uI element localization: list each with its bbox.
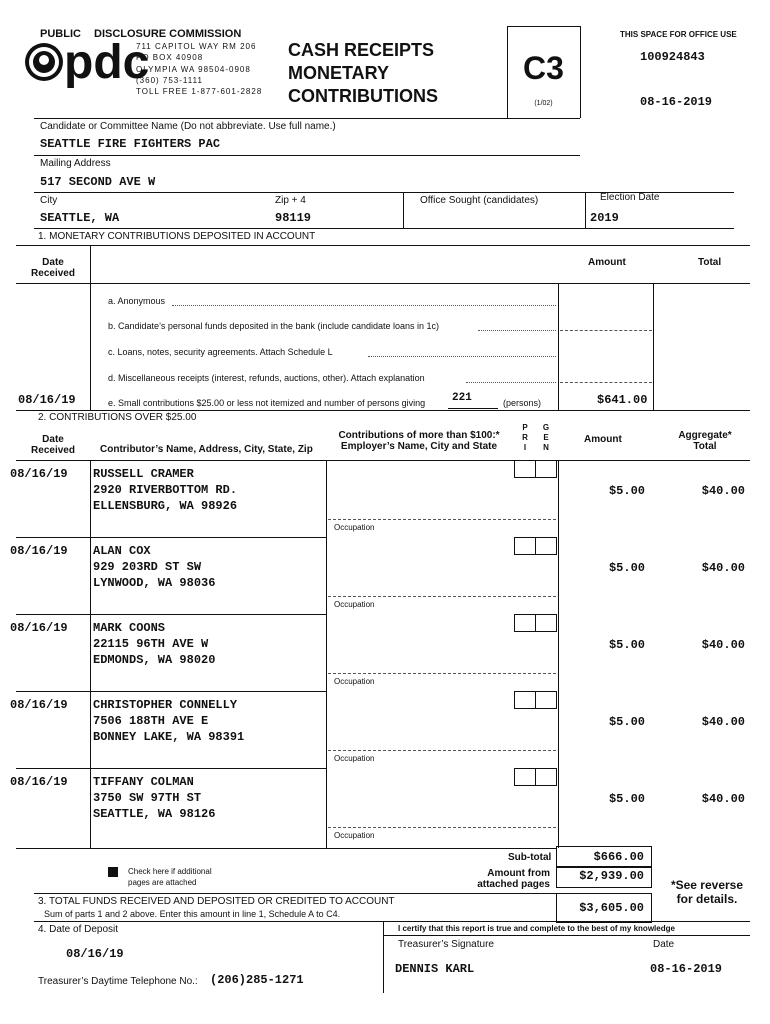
section1-total-label: Total [698,257,722,268]
office-id: 100924843 [640,50,705,64]
form-title-line-3: CONTRIBUTIONS [288,86,438,106]
contribution-amount[interactable]: $5.00 [608,715,645,729]
treasurer-name[interactable]: DENNIS KARL [395,962,475,976]
pri-checkbox[interactable] [514,537,536,555]
row-date[interactable]: 08/16/19 [10,698,68,712]
pri-checkbox[interactable] [514,460,536,478]
agency-address-1: 711 CAPITOL WAY RM 206 [136,42,257,51]
pri-checkbox[interactable] [514,691,536,709]
contributor-name[interactable]: CHRISTOPHER CONNELLY [93,698,238,712]
agency-phone: (360) 753-1111 [136,76,203,85]
contributor-label: Contributor’s Name, Address, City, State, Zip [100,444,313,455]
occupation-label: Occupation [334,677,375,686]
line-e-persons-label: (persons) [503,398,542,408]
gen-checkbox[interactable] [535,614,557,632]
city-value[interactable]: SEATTLE, WA [40,211,120,225]
row-date[interactable]: 08/16/19 [10,621,68,635]
gen-label: G E N [542,423,550,452]
agency-toll-free: TOLL FREE 1-877-601-2828 [136,87,263,96]
contributor-name[interactable]: MARK COONS [93,621,166,635]
contributor-address[interactable]: 7506 188TH AVE E [93,714,209,728]
contributor-address[interactable]: 2920 RIVERBOTTOM RD. [93,483,238,497]
line-e-amount[interactable]: $641.00 [597,393,648,407]
contribution-amount[interactable]: $5.00 [608,638,645,652]
committee-name-label: Candidate or Committee Name (Do not abbreviate. Use full name.) [40,121,336,132]
line-e-date[interactable]: 08/16/19 [18,393,76,407]
occupation-label: Occupation [334,754,375,763]
pri-checkbox[interactable] [514,614,536,632]
agency-address-2: PO BOX 40908 [136,53,204,62]
agency-name-right: DISCLOSURE COMMISSION [94,28,242,40]
contributor-address[interactable]: 929 203RD ST SW [93,560,202,574]
line-e-small-contributions: e. Small contributions $25.00 or less not itemized and number of persons giving [108,398,426,408]
aggregate-label: Aggregate* Total [678,430,732,452]
sign-date-label: Date [653,939,675,950]
row-date[interactable]: 08/16/19 [10,544,68,558]
contributor-city[interactable]: LYNWOOD, WA 98036 [93,576,216,590]
see-reverse-note: *See reverse for details. [670,878,744,906]
section1-title: 1. MONETARY CONTRIBUTIONS DEPOSITED IN ACCOUNT [38,231,316,242]
line-d-misc-receipts: d. Miscellaneous receipts (interest, refunds, auctions, other). Attach explanation [108,373,425,383]
treasurer-signature-label: Treasurer’s Signature [398,939,494,950]
line-a-anonymous: a. Anonymous [108,296,166,306]
contribution-amount[interactable]: $5.00 [608,561,645,575]
deposit-date[interactable]: 08/16/19 [66,947,124,961]
contribution-amount[interactable]: $5.00 [608,484,645,498]
additional-pages-checkbox[interactable] [108,867,118,877]
certification-text: I certify that this report is true and complete to the best of my knowledge [398,924,675,933]
section1-date-label: Date Received [31,257,75,279]
contributor-name[interactable]: RUSSELL CRAMER [93,467,194,481]
line-e-persons-count[interactable]: 221 [452,392,472,404]
check-additional-label-1: Check here if additional [128,867,212,876]
check-additional-label-2: pages are attached [128,878,197,887]
subtotal-label: Sub-total [508,852,552,863]
contributor-address[interactable]: 3750 SW 97TH ST [93,791,202,805]
section4-title: 4. Date of Deposit [38,924,119,935]
section1-amount-label: Amount [588,257,626,268]
section2-date-label: Date Received [31,434,75,456]
form-title-line-1: CASH RECEIPTS [288,40,435,60]
gen-checkbox[interactable] [535,768,557,786]
form-revision: (1/02) [534,100,553,107]
contributor-name[interactable]: ALAN COX [93,544,151,558]
line-b-personal-funds: b. Candidate’s personal funds deposited in the bank (include candidate loans in 1c) [108,321,440,331]
employer-label: Contributions of more than $100:* Employer’s Name, City and State [338,430,500,452]
gen-checkbox[interactable] [535,460,557,478]
contributor-city[interactable]: BONNEY LAKE, WA 98391 [93,730,245,744]
sign-date[interactable]: 08-16-2019 [650,962,723,976]
section2-title: 2. CONTRIBUTIONS OVER $25.00 [38,412,197,423]
section3-title: 3. TOTAL FUNDS RECEIVED AND DEPOSITED OR CREDITED TO ACCOUNT [38,896,395,907]
contributor-address[interactable]: 22115 96TH AVE W [93,637,209,651]
occupation-label: Occupation [334,523,375,532]
total-funds-amount[interactable]: $3,605.00 [579,901,644,915]
logo-lettering: pdc [64,36,150,89]
section3-subtitle: Sum of parts 1 and 2 above. Enter this amount in line 1, Schedule A to C4. [44,909,341,919]
occupation-label: Occupation [334,600,375,609]
mailing-address-label: Mailing Address [40,158,111,169]
occupation-label: Occupation [334,831,375,840]
treasurer-phone-label: Treasurer’s Daytime Telephone No.: [38,976,198,987]
subtotal-amount[interactable]: $666.00 [593,850,644,864]
office-use-label: THIS SPACE FOR OFFICE USE [620,30,737,39]
office-date: 08-16-2019 [640,95,713,109]
zip-value[interactable]: 98119 [275,211,312,225]
agency-name-left: PUBLIC [40,28,81,40]
row-date[interactable]: 08/16/19 [10,775,68,789]
election-date[interactable]: 2019 [590,211,619,225]
aggregate-total[interactable]: $40.00 [701,484,745,498]
mailing-address[interactable]: 517 SECOND AVE W [40,175,156,189]
pri-checkbox[interactable] [514,768,536,786]
attached-pages-amount[interactable]: $2,939.00 [579,869,644,883]
treasurer-phone[interactable]: (206)285-1271 [210,973,304,987]
line-c-loans: c. Loans, notes, security agreements. Attach Schedule L [108,347,333,357]
agency-address-3: OLYMPIA WA 98504-0908 [136,65,251,74]
city-label: City [40,195,58,206]
gen-checkbox[interactable] [535,691,557,709]
aggregate-total[interactable]: $40.00 [701,561,745,575]
contributor-name[interactable]: TIFFANY COLMAN [93,775,194,789]
row-date[interactable]: 08/16/19 [10,467,68,481]
election-date-label: Election Date [600,192,660,203]
zip-label: Zip + 4 [275,195,306,206]
aggregate-total[interactable]: $40.00 [701,715,745,729]
office-sought-label: Office Sought (candidates) [420,195,539,206]
section2-amount-label: Amount [584,434,622,445]
aggregate-total[interactable]: $40.00 [701,638,745,652]
contribution-amount[interactable]: $5.00 [608,792,645,806]
contributor-city[interactable]: EDMONDS, WA 98020 [93,653,216,667]
form-code: C3 [523,50,564,86]
committee-name[interactable]: SEATTLE FIRE FIGHTERS PAC [40,137,221,151]
form-title-line-2: MONETARY [288,63,389,83]
contributor-city[interactable]: ELLENSBURG, WA 98926 [93,499,238,513]
gen-checkbox[interactable] [535,537,557,555]
aggregate-total[interactable]: $40.00 [701,792,745,806]
pdc-logo [22,36,150,90]
pri-label: P R I [522,423,528,452]
contributor-city[interactable]: SEATTLE, WA 98126 [93,807,216,821]
attached-pages-label: Amount from attached pages [477,868,550,890]
